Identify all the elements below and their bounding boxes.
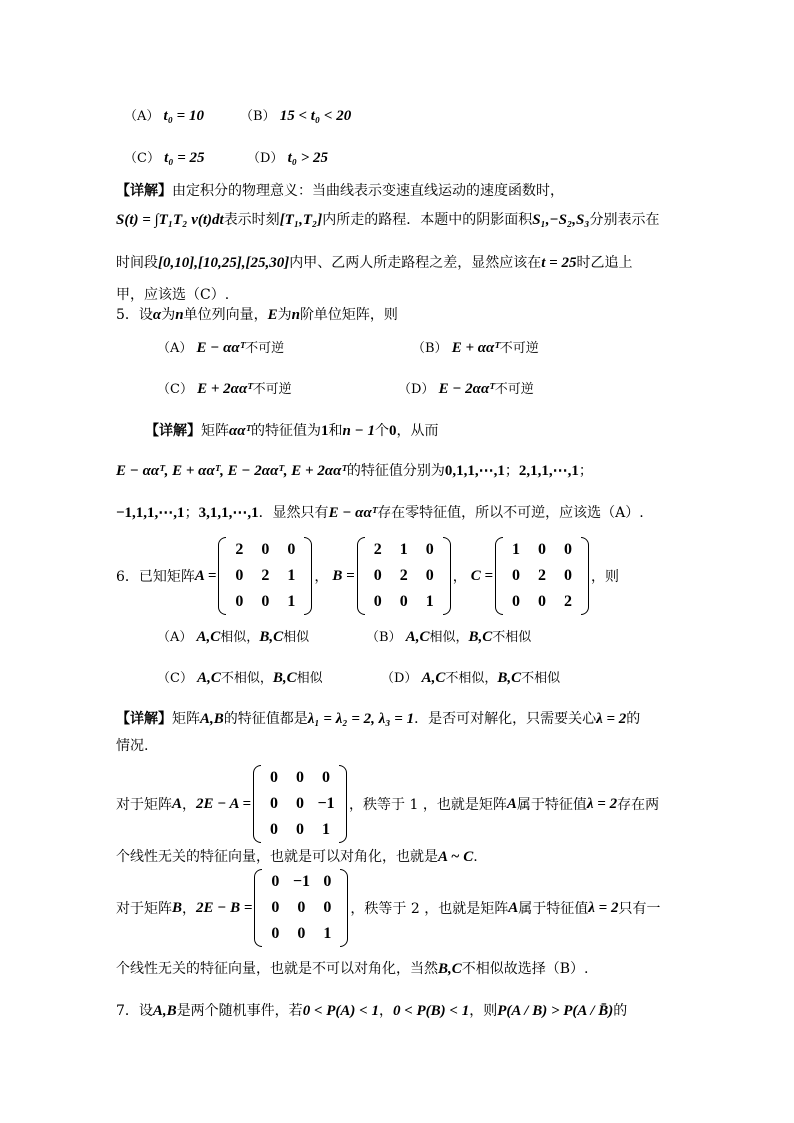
q5-option-c: （C） E + 2ααᵀ不可逆 [157, 381, 292, 397]
q4-explanation-tag: 【详解】 [116, 183, 172, 199]
matrix-entry: 0 [296, 795, 305, 812]
q6-explanation-line-2: 情况. [116, 738, 149, 754]
matrix-entry: 0 [538, 593, 547, 610]
matrix-entry: 0 [235, 593, 244, 610]
matrix-entry: 0 [323, 899, 332, 916]
q5-option-b: （B） E + ααᵀ不可逆 [412, 340, 539, 356]
matrix-c [495, 537, 589, 615]
matrix-entry: 0 [564, 541, 573, 558]
matrix-entry: 2 [235, 541, 244, 558]
q6-option-a: （A） A,C相似，B,C相似 [157, 629, 310, 645]
matrix-entry: 0 [538, 541, 547, 558]
matrix-entry: 0 [399, 593, 408, 610]
matrix-entry: 0 [296, 769, 305, 786]
matrix-entry: 1 [512, 541, 521, 558]
matrix-entry: 0 [261, 541, 270, 558]
matrix-entry: 0 [261, 593, 270, 610]
matrix-entry: 0 [271, 899, 280, 916]
q6-option-c: （C） A,C不相似，B,C相似 [157, 670, 323, 686]
matrix-entry: 2 [261, 567, 270, 584]
matrix-entry: 1 [287, 567, 296, 584]
matrix-entry: 0 [271, 925, 280, 942]
q4-option-d: （D） t₀ > 25 [247, 150, 329, 166]
matrix-entry: 0 [270, 821, 279, 838]
q6-stem: 6．已知矩阵 A = 2 0 0 0 2 1 0 0 1 ， B = 2 1 0 0 2 0 0 0 1 ， C = 1 0 0 0 2 0 0 0 2 ，则 [116, 536, 619, 616]
matrix-entry: 1 [323, 925, 332, 942]
matrix-entry: 2 [399, 567, 408, 584]
matrix-entry: 0 [564, 567, 573, 584]
q5-explanation-line-3: −1,1,1,⋯,1；3,1,1,⋯,1．显然只有E − ααᵀ存在零特征值，所以不可逆，应该选（A）. [116, 505, 644, 521]
matrix-entry: 0 [322, 769, 331, 786]
q5-option-d: （D） E − 2ααᵀ不可逆 [398, 381, 534, 397]
matrix-entry: 2 [373, 541, 382, 558]
q4-explanation-line-1: 【详解】由定积分的物理意义：当曲线表示变速直线运动的速度函数时， [116, 183, 564, 199]
q5-explanation-tag: 【详解】 [145, 423, 201, 439]
q6-matrix-b-analysis-line-2: 个线性无关的特征向量，也就是不可以对角化，当然B,C不相似故选择（B）. [116, 961, 589, 977]
q6-matrix-a-analysis-line-2: 个线性无关的特征向量，也就是可以对角化，也就是A ~ C. [116, 849, 478, 865]
q5-explanation-line-1: 【详解】矩阵ααᵀ的特征值为1和n − 1个0，从而 [145, 423, 439, 439]
q6-matrix-b-analysis: 对于矩阵 B ， 2E − B = 0 −1 0 0 0 0 0 0 1 ，秩等于 2 ，也就是矩阵 A 属于特征值 λ = 2 只有一 [116, 869, 660, 947]
q5-stem: 5．设α为n单位列向量，E为n阶单位矩阵，则 [116, 307, 398, 323]
q6-option-d: （D） A,C不相似，B,C不相似 [381, 670, 561, 686]
matrix-entry: −1 [292, 873, 310, 890]
q4-option-a: （A） t₀ = 10 [124, 108, 204, 124]
matrix-b [357, 537, 451, 615]
matrix-entry: 0 [271, 873, 280, 890]
matrix-entry: 0 [373, 593, 382, 610]
q4-option-c: （C） t₀ = 25 [124, 150, 205, 166]
matrix-entry: 0 [323, 873, 332, 890]
matrix-entry: 0 [512, 593, 521, 610]
matrix-entry: 1 [425, 593, 434, 610]
matrix-entry: 0 [235, 567, 244, 584]
matrix-entry: 0 [297, 925, 306, 942]
matrix-entry: 0 [270, 769, 279, 786]
matrix-2e-minus-a [253, 765, 347, 843]
q5-option-a: （A） E − ααᵀ不可逆 [157, 340, 285, 356]
matrix-entry: 0 [512, 567, 521, 584]
matrix-entry: 0 [296, 821, 305, 838]
q7-stem: 7．设A,B是两个随机事件，若0 < P(A) < 1，0 < P(B) < 1，则P(A / B) > P(A / B̄)的 [116, 1003, 628, 1019]
q5-explanation-line-2: E − ααᵀ, E + ααᵀ, E − 2ααᵀ, E + 2ααᵀ的特征值分别为0,1,1,⋯,1；2,1,1,⋯,1； [116, 463, 593, 479]
q6-matrix-a-analysis: 对于矩阵 A ， 2E − A = 0 0 0 0 0 −1 0 0 1 ，秩等于 1 ，也就是矩阵 A 属于特征值 λ = 2 存在两 [116, 765, 659, 843]
q4-explanation-line-2: S(t) = ∫T₁T₂ v(t)dt表示时刻[T₁,T₂]内所走的路程．本题中的阴影面积S₁,−S₂,S₃分别表示在 [116, 212, 660, 228]
q6-explanation-tag: 【详解】 [116, 711, 172, 727]
q6-option-b: （B） A,C相似，B,C不相似 [366, 629, 532, 645]
matrix-entry: 0 [297, 899, 306, 916]
matrix-entry: 2 [538, 567, 547, 584]
q4-explanation-line-4: 甲，应该选（C）. [116, 287, 230, 303]
matrix-entry: 0 [425, 541, 434, 558]
matrix-entry: 1 [287, 593, 296, 610]
matrix-entry: −1 [317, 795, 335, 812]
q4-option-b: （B） 15 < t₀ < 20 [240, 108, 352, 124]
matrix-entry: 1 [322, 821, 331, 838]
matrix-entry: 1 [399, 541, 408, 558]
matrix-entry: 0 [270, 795, 279, 812]
q6-explanation-line-1: 【详解】矩阵A,B的特征值都是λ₁ = λ₂ = 2, λ₃ = 1．是否可对解化，只需要关心λ = 2的 [116, 711, 641, 727]
matrix-a [218, 537, 312, 615]
matrix-2e-minus-b [254, 869, 348, 947]
matrix-entry: 0 [373, 567, 382, 584]
matrix-entry: 2 [564, 593, 573, 610]
matrix-entry: 0 [425, 567, 434, 584]
matrix-entry: 0 [287, 541, 296, 558]
q4-explanation-line-3: 时间段[0,10],[10,25],[25,30]内甲、乙两人所走路程之差，显然应该在t = 25时乙追上 [116, 255, 633, 271]
